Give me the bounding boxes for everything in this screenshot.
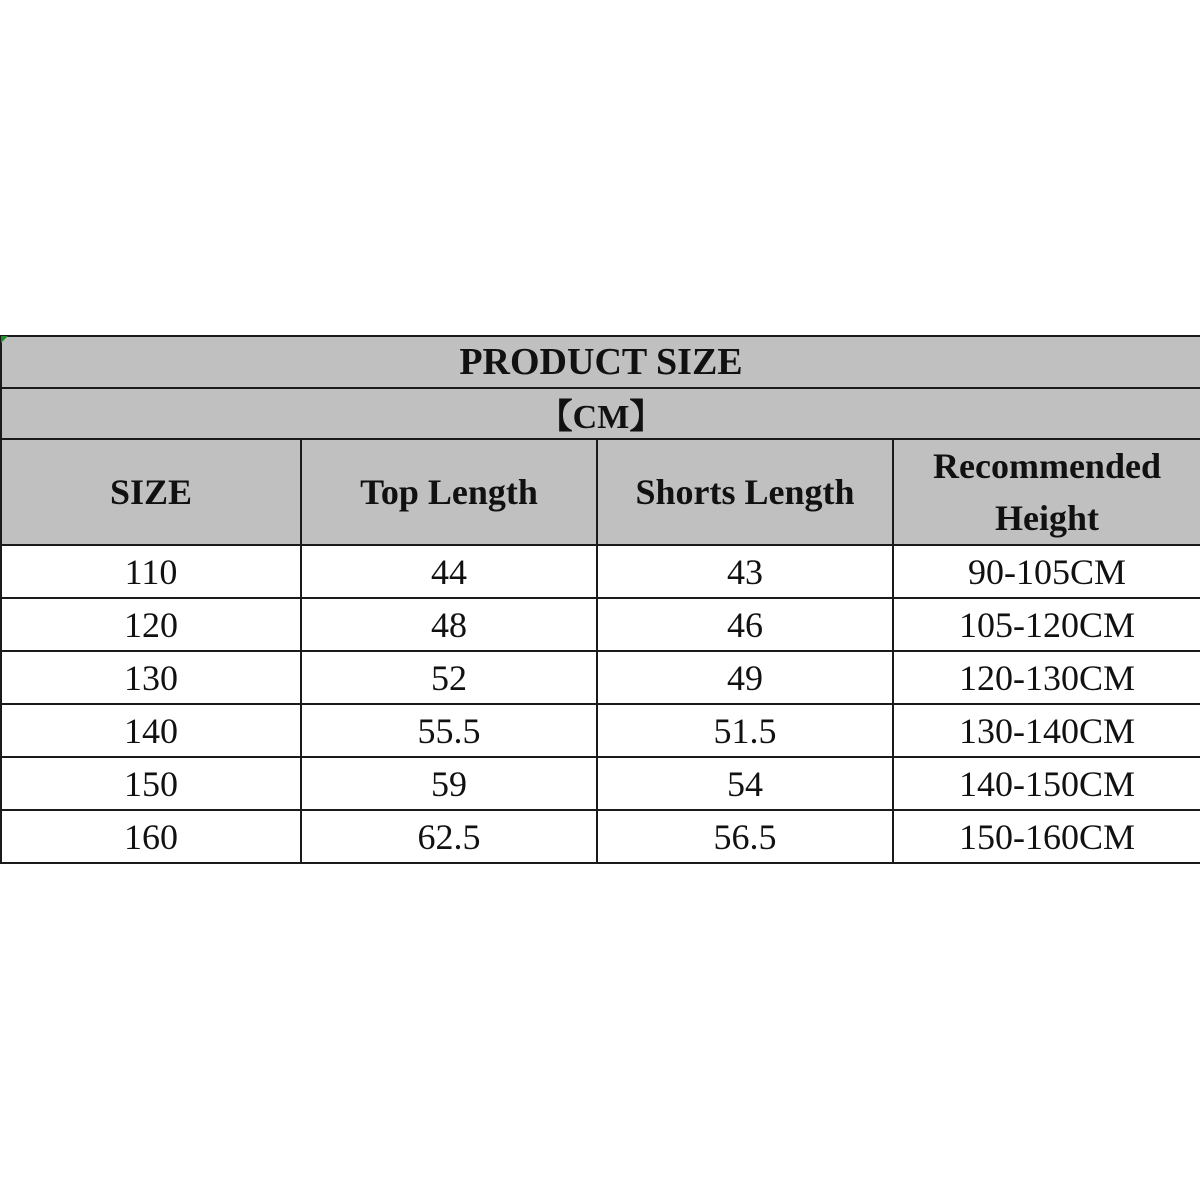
cell-recommended-height: 140-150CM: [893, 757, 1200, 810]
cell-recommended-height: 90-105CM: [893, 545, 1200, 598]
cell-shorts-length: 56.5: [597, 810, 893, 863]
cell-size: 160: [1, 810, 301, 863]
cell-recommended-height: 130-140CM: [893, 704, 1200, 757]
cell-top-length: 44: [301, 545, 597, 598]
cell-size: 140: [1, 704, 301, 757]
cell-top-length: 48: [301, 598, 597, 651]
column-header-recommended-height: Recommended Height: [893, 439, 1200, 545]
cell-recommended-height: 120-130CM: [893, 651, 1200, 704]
cell-top-length: 59: [301, 757, 597, 810]
column-header-top-length: Top Length: [301, 439, 597, 545]
cell-size: 110: [1, 545, 301, 598]
cell-recommended-height: 105-120CM: [893, 598, 1200, 651]
size-table: [0, 335, 1200, 864]
table-row: [1, 704, 1200, 757]
table-row: [1, 810, 1200, 863]
cell-shorts-length: 43: [597, 545, 893, 598]
unit-row: [1, 388, 1200, 439]
cell-top-length: 62.5: [301, 810, 597, 863]
table-row: [1, 598, 1200, 651]
table-row: [1, 757, 1200, 810]
size-chart: [0, 335, 1200, 864]
table-row: [1, 545, 1200, 598]
cell-recommended-height: 150-160CM: [893, 810, 1200, 863]
cell-shorts-length: 54: [597, 757, 893, 810]
cell-top-length: 52: [301, 651, 597, 704]
table-row: [1, 651, 1200, 704]
cell-size: 150: [1, 757, 301, 810]
cell-size: 120: [1, 598, 301, 651]
table-title: PRODUCT SIZE: [1, 336, 1200, 388]
column-header-shorts-length: Shorts Length: [597, 439, 893, 545]
cell-shorts-length: 46: [597, 598, 893, 651]
cell-shorts-length: 51.5: [597, 704, 893, 757]
cell-shorts-length: 49: [597, 651, 893, 704]
cell-top-length: 55.5: [301, 704, 597, 757]
column-header-size: SIZE: [1, 439, 301, 545]
header-row: [1, 439, 1200, 545]
title-row: [1, 336, 1200, 388]
cell-comment-marker: [1, 336, 8, 343]
cell-size: 130: [1, 651, 301, 704]
unit-label: 【CM】: [1, 388, 1200, 439]
